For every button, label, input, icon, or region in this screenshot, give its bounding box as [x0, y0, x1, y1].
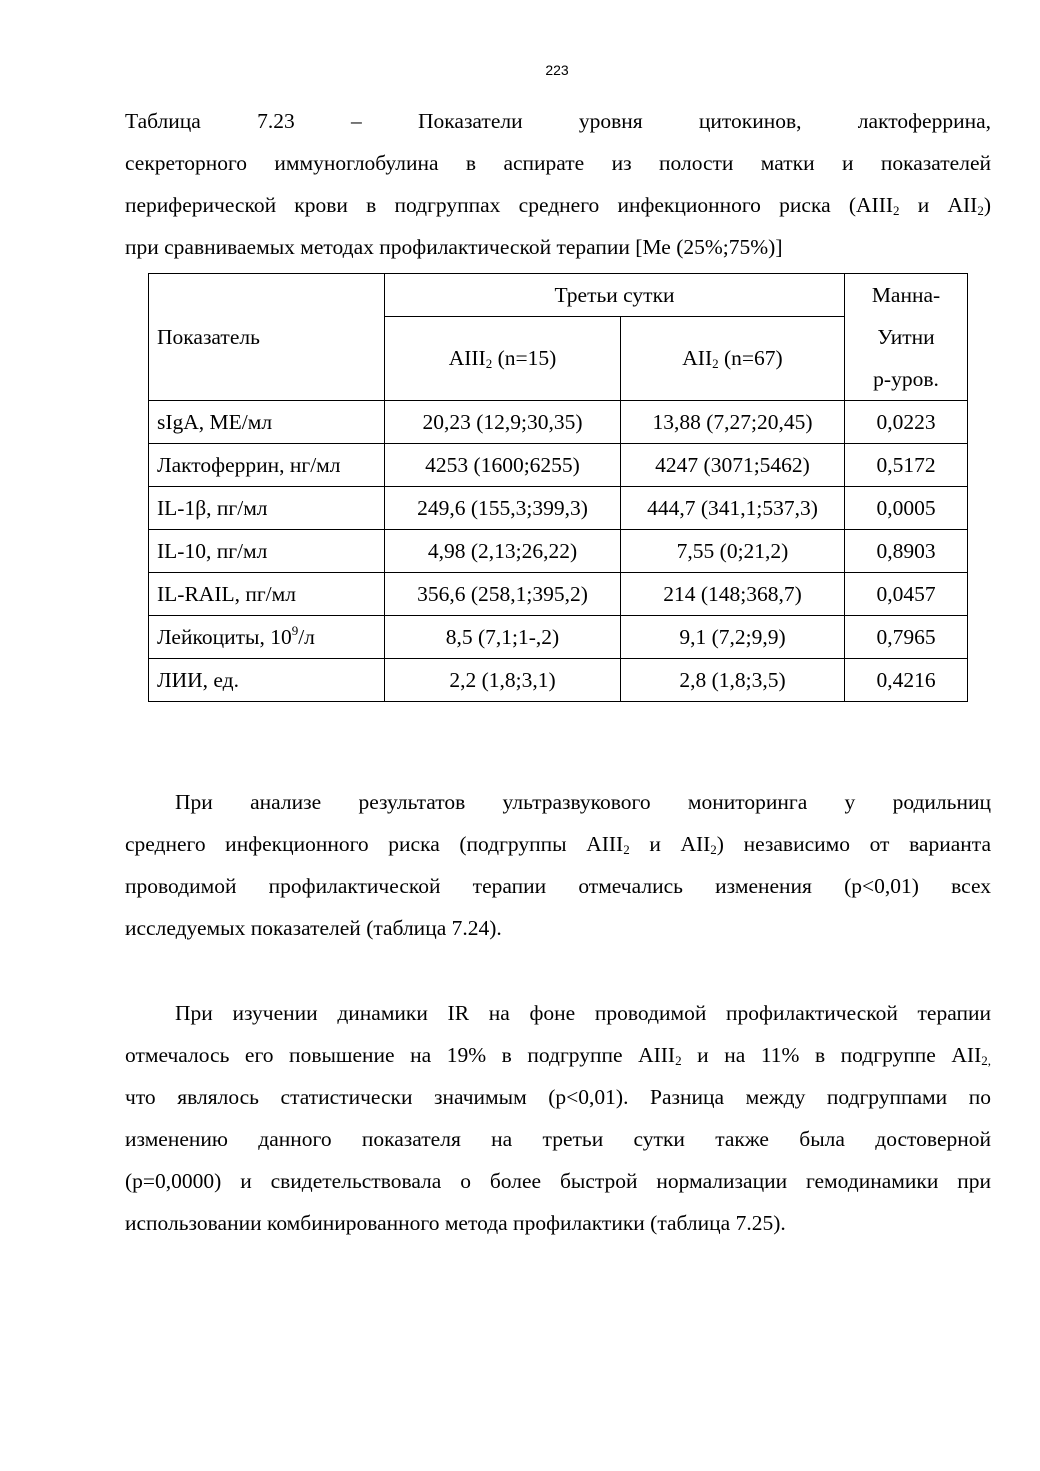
- row-value-b: 444,7 (341,1;537,3): [621, 487, 845, 530]
- paragraph-line: отмечалось его повышение на 19% в подгруппе $AIII_2$ и на 11% в подгруппе $AII_{2,}$: [125, 1043, 991, 1068]
- paragraph-line: исследуемых показателей (таблица 7.24).: [125, 916, 502, 940]
- row-value-a: 8,5 (7,1;1-,2): [385, 616, 621, 659]
- caption-line-1: Таблица 7.23 – Показатели уровня цитокинов, лактоферрина,: [125, 109, 991, 133]
- row-p-value: 0,0457: [845, 573, 968, 616]
- paragraph-line: При изучении динамики IR на фоне проводимой профилактической терапии: [175, 1001, 991, 1025]
- header-third-day: Третьи сутки: [385, 274, 845, 317]
- row-value-a: 20,23 (12,9;30,35): [385, 401, 621, 444]
- row-p-value: 0,7965: [845, 616, 968, 659]
- table-row: [149, 444, 968, 487]
- row-p-value: 0,8903: [845, 530, 968, 573]
- row-value-a: 4,98 (2,13;26,22): [385, 530, 621, 573]
- row-value-b: 4247 (3071;5462): [621, 444, 845, 487]
- table-row: [149, 616, 968, 659]
- table-caption: [125, 100, 991, 268]
- table-row: [149, 401, 968, 444]
- row-value-b: 214 (148;368,7): [621, 573, 845, 616]
- row-value-b: 7,55 (0;21,2): [621, 530, 845, 573]
- table-row: [149, 573, 968, 616]
- row-value-a: 249,6 (155,3;399,3): [385, 487, 621, 530]
- row-value-b: 13,88 (7,27;20,45): [621, 401, 845, 444]
- row-p-value: 0,4216: [845, 659, 968, 702]
- paragraph-ir-dynamics: [125, 992, 991, 1244]
- paragraph-line: При анализе результатов ультразвукового мониторинга у родильниц: [175, 790, 991, 814]
- caption-line-2: секреторного иммуноглобулина в аспирате из полости матки и показателей: [125, 151, 991, 175]
- page-number: 223: [545, 62, 569, 78]
- table-row: [149, 659, 968, 702]
- paragraph-line: использовании комбинированного метода профилактики (таблица 7.25).: [125, 1211, 786, 1235]
- row-value-a: 4253 (1600;6255): [385, 444, 621, 487]
- row-p-value: 0,0005: [845, 487, 968, 530]
- row-indicator: Лейкоциты, $10^9/л$: [149, 616, 385, 659]
- paragraph-line: изменению данного показателя на третьи сутки также была достоверной: [125, 1127, 991, 1151]
- header-group-aii2: $AII_2$ (n=67): [621, 317, 845, 401]
- row-value-b: 2,8 (1,8;3,5): [621, 659, 845, 702]
- row-indicator: IL-RAIL, пг/мл: [149, 573, 385, 616]
- row-value-b: 9,1 (7,2;9,9): [621, 616, 845, 659]
- cytokine-table: [148, 273, 968, 702]
- paragraph-ultrasound: [125, 781, 991, 949]
- paragraph-line: проводимой профилактической терапии отмечались изменения (р<0,01) всех: [125, 874, 991, 898]
- row-indicator: IL-1β, пг/мл: [149, 487, 385, 530]
- paragraph-line: что являлось статистически значимым (р<0,01). Разница между подгруппами по: [125, 1085, 991, 1109]
- caption-line-4: при сравниваемых методах профилактической терапии [Ме (25%;75%)]: [125, 235, 783, 259]
- row-indicator: Лактоферрин, нг/мл: [149, 444, 385, 487]
- row-indicator: ЛИИ, ед.: [149, 659, 385, 702]
- caption-line-3: периферической крови в подгруппах среднего инфекционного риска ($AIII_2$ и $AII_2$): [125, 193, 991, 218]
- header-indicator: Показатель: [149, 274, 385, 401]
- row-p-value: 0,0223: [845, 401, 968, 444]
- row-value-a: 2,2 (1,8;3,1): [385, 659, 621, 702]
- row-indicator: sIgA, МЕ/мл: [149, 401, 385, 444]
- table-row: [149, 530, 968, 573]
- table-row: [149, 487, 968, 530]
- paragraph-line: (р=0,0000) и свидетельствовала о более быстрой нормализации гемодинамики при: [125, 1169, 991, 1193]
- header-group-aiii2: $AIII_2$ (n=15): [385, 317, 621, 401]
- row-indicator: IL-10, пг/мл: [149, 530, 385, 573]
- paragraph-line: среднего инфекционного риска (подгруппы $AIII_2$ и $AII_2$) независимо от варианта: [125, 832, 991, 857]
- row-value-a: 356,6 (258,1;395,2): [385, 573, 621, 616]
- header-mann-whitney: Манна- Уитни р-уров.: [845, 274, 968, 401]
- row-p-value: 0,5172: [845, 444, 968, 487]
